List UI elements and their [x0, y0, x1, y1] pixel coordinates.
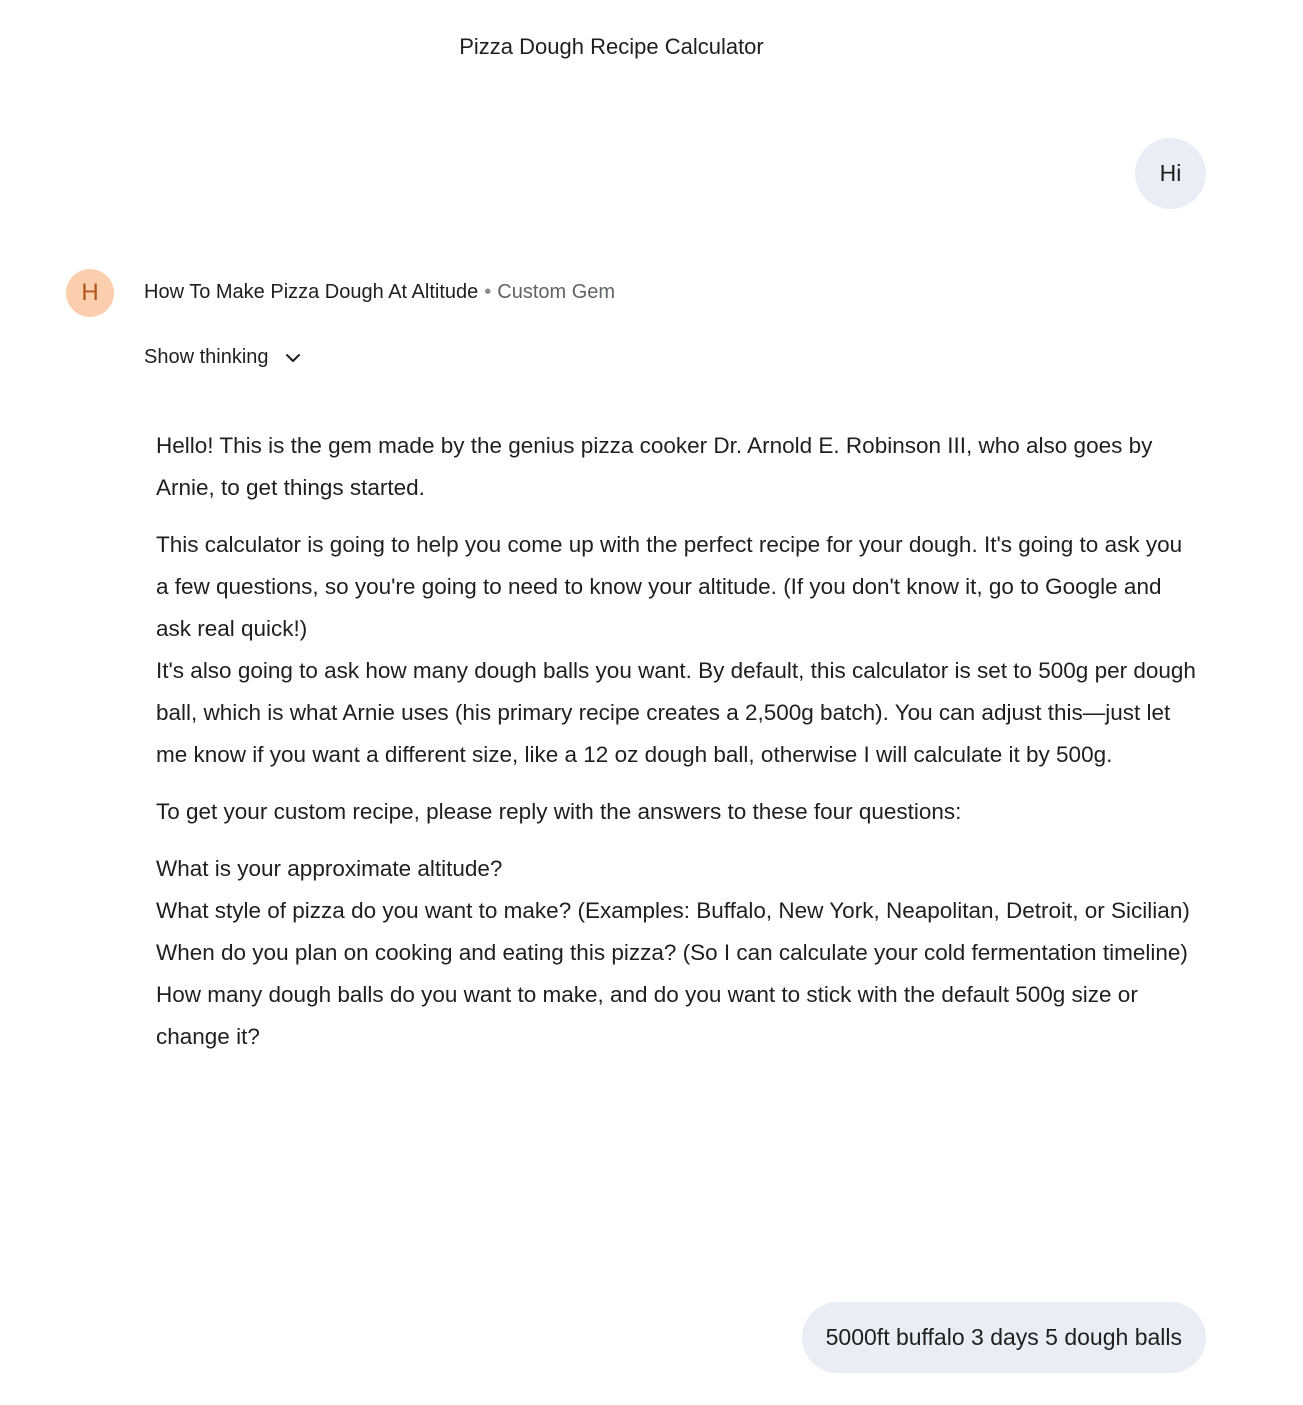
- gem-response: [156, 425, 1196, 1058]
- user-message-bubble: Hi: [1135, 138, 1206, 209]
- gem-avatar: [66, 269, 114, 317]
- page-title: Pizza Dough Recipe Calculator: [459, 34, 764, 59]
- question-item: What style of pizza do you want to make? (Examples: Buffalo, New York, Neapolitan, Detroit, or Sicilian): [156, 898, 1190, 923]
- show-thinking-label: Show thinking: [144, 346, 269, 368]
- response-paragraph: To get your custom recipe, please reply with the answers to these four questions:: [156, 799, 962, 824]
- avatar-letter: H: [81, 279, 99, 306]
- gem-name[interactable]: How To Make Pizza Dough At Altitude: [144, 281, 479, 303]
- gem-header: [144, 281, 615, 304]
- question-item: How many dough balls do you want to make, and do you want to stick with the default 500g size or change it?: [156, 982, 1138, 1049]
- user-message-bubble: 5000ft buffalo 3 days 5 dough balls: [802, 1302, 1206, 1373]
- response-paragraph: Hello! This is the gem made by the genius pizza cooker Dr. Arnold E. Robinson III, who also goes by Arnie, to get things started.: [156, 433, 1153, 500]
- question-item: When do you plan on cooking and eating this pizza? (So I can calculate your cold fermentation timeline): [156, 940, 1188, 965]
- show-thinking-button[interactable]: [144, 346, 303, 369]
- chevron-down-icon: [283, 348, 303, 368]
- question-item: What is your approximate altitude?: [156, 856, 503, 881]
- gem-type-label: Custom Gem: [497, 281, 616, 303]
- response-paragraph: This calculator is going to help you come up with the perfect recipe for your dough. It's going to ask you a few questions, so you're going to need to know your altitude. (If you don't know it, go to Google and ask real quick!): [156, 532, 1183, 641]
- gem-separator: •: [484, 281, 492, 303]
- response-paragraph: It's also going to ask how many dough balls you want. By default, this calculator is set to 500g per dough ball, which is what Arnie uses (his primary recipe creates a 2,500g batch). You can adjust this—just let me know if you want a different size, like a 12 oz dough ball, otherwise I will calculate it by 500g.: [156, 658, 1196, 767]
